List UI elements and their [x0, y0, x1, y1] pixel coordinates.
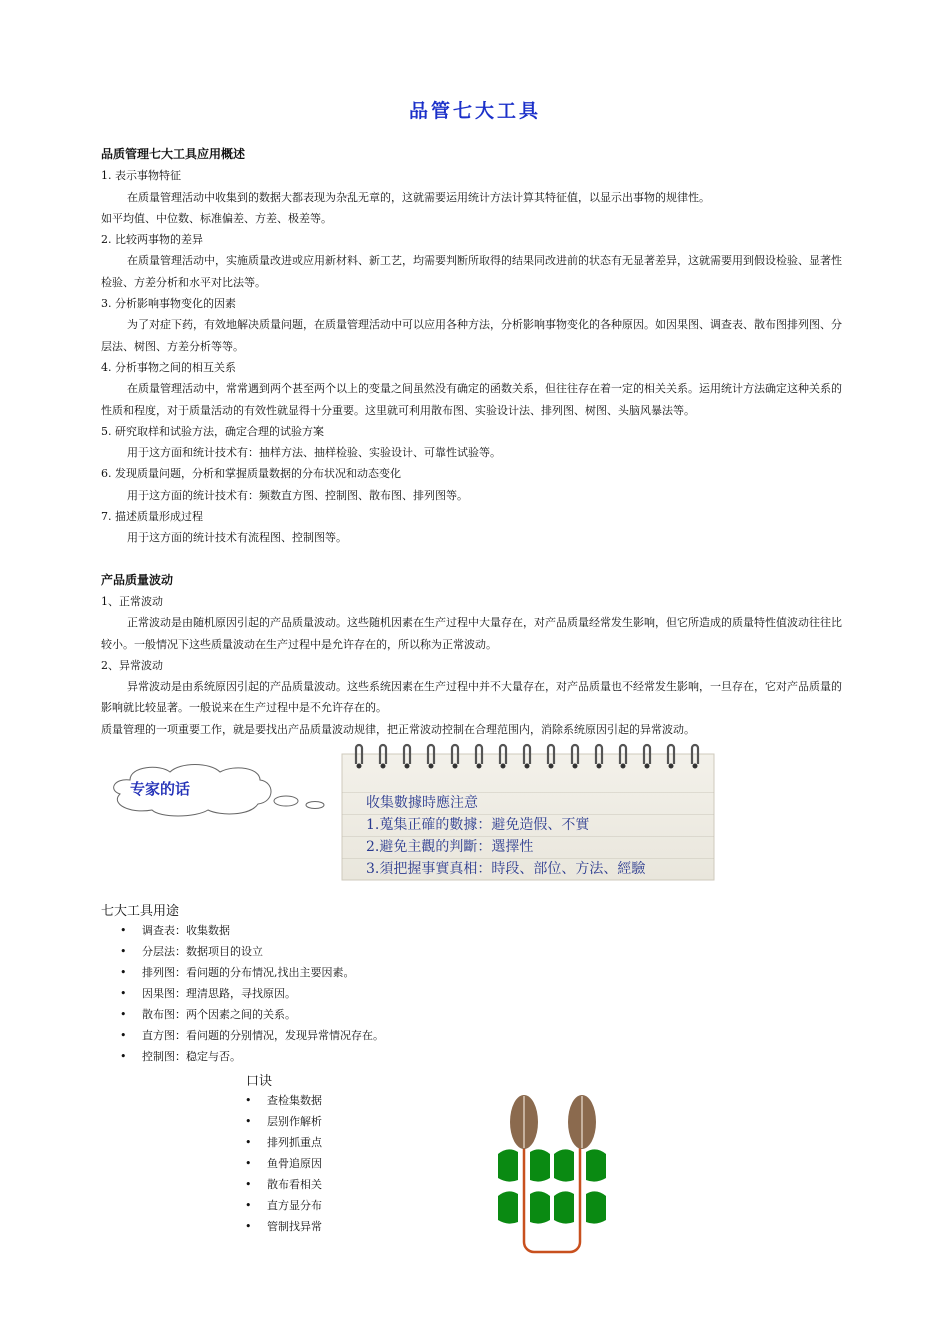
uses-title: 七大工具用途: [101, 904, 180, 919]
fluctuation-summary: 质量管理的一项重要工作，就是要找出产品质量波动规律，把正常波动控制在合理范围内，消除系统原因引起的异常波动。: [101, 722, 695, 736]
list-item: • 散布图：两个因素之间的关系。: [120, 1004, 384, 1025]
bullet-icon: •: [245, 1220, 252, 1233]
overview-item-4-text: 在质量管理活动中，常常遇到两个甚至两个以上的变量之间虽然没有确定的函数关系，但往往存在着一定的相关关系。运用统计方法确定这种关系的性质和程度，对于质量活动的有效性就显得十分重要。这里就可利用散布图、实验设计法、排列图、树图、头脑风暴法等。: [101, 382, 842, 417]
note-line-2: 2.避免主觀的判斷：選擇性: [366, 839, 534, 855]
overview-item-5-label: 5. 研究取样和试验方法，确定合理的试验方案: [101, 424, 324, 438]
main-text: [101, 144, 849, 740]
overview-item-2-label: 2. 比较两事物的差异: [101, 233, 203, 247]
note-line-3: 3.須把握事實真相：時段、部位、方法、經驗: [366, 861, 646, 877]
bullet-icon: •: [120, 1029, 127, 1042]
list-item: • 排列抓重点: [245, 1132, 322, 1153]
fluctuation-item-2-label: 2、异常波动: [101, 658, 163, 672]
note-line-1: 1.蒐集正確的數據：避免造假、不實: [366, 817, 590, 833]
uses-list: [120, 920, 384, 1067]
overview-item-1-text: 在质量管理活动中收集到的数据大都表现为杂乱无章的，这就需要运用统计方法计算其特征值，以显示出事物的规律性。: [127, 190, 710, 204]
list-item: • 散布看相关: [245, 1174, 322, 1195]
notebook-text: [366, 792, 645, 880]
overview-item-4-label: 4. 分析事物之间的相互关系: [101, 360, 236, 374]
overview-item-3-text: 为了对症下药，有效地解决质量问题，在质量管理活动中可以应用各种方法，分析影响事物变化的各种原因。如因果图、调查表、散布图排列图、分层法、树图、方差分析等等。: [101, 318, 842, 353]
bullet-icon: •: [120, 945, 127, 958]
overview-item-7-label: 7. 描述质量形成过程: [101, 510, 203, 524]
plant-illustration-icon: [494, 1092, 610, 1254]
overview-item-1-label: 1. 表示事物特征: [101, 169, 181, 183]
bullet-icon: •: [120, 1050, 127, 1063]
bullet-icon: •: [245, 1178, 252, 1191]
rhyme-list: [245, 1090, 322, 1237]
list-item: • 直方显分布: [245, 1195, 322, 1216]
list-item: • 查检集数据: [245, 1090, 322, 1111]
bullet-icon: •: [120, 924, 127, 937]
note-line-heading: 收集數據時應注意: [366, 795, 478, 811]
fluctuation-heading: 产品质量波动: [101, 572, 174, 587]
list-item: • 控制图：稳定与否。: [120, 1046, 384, 1067]
bullet-icon: •: [120, 987, 127, 1000]
overview-item-6-text: 用于这方面的统计技术有：频数直方图、控制图、散布图、排列图等。: [127, 488, 468, 502]
bullet-icon: •: [245, 1094, 252, 1107]
bullet-icon: •: [120, 1008, 127, 1021]
overview-item-5-text: 用于这方面和统计技术有：抽样方法、抽样检验、实验设计、可靠性试验等。: [127, 446, 501, 460]
overview-item-1-extra: 如平均值、中位数、标准偏差、方差、极差等。: [101, 211, 332, 225]
list-item: • 分层法：数据项目的设立: [120, 941, 384, 962]
list-item: • 管制找异常: [245, 1216, 322, 1237]
list-item: • 层别作解析: [245, 1111, 322, 1132]
list-item: • 因果图：理清思路，寻找原因。: [120, 983, 384, 1004]
overview-item-6-label: 6. 发现质量问题，分析和掌握质量数据的分布状况和动态变化: [101, 467, 401, 481]
bullet-icon: •: [245, 1115, 252, 1128]
list-item: • 调查表：收集数据: [120, 920, 384, 941]
bullet-icon: •: [245, 1157, 252, 1170]
bullet-icon: •: [120, 966, 127, 979]
overview-item-7-text: 用于这方面的统计技术有流程图、控制图等。: [127, 531, 347, 545]
bullet-icon: •: [245, 1199, 252, 1212]
overview-item-2-text: 在质量管理活动中，实施质量改进或应用新材料、新工艺，均需要判断所取得的结果同改进前的状态有无显著差异，这就需要用到假设检验、显著性检验、方差分析和水平对比法等。: [101, 254, 842, 289]
overview-item-3-label: 3. 分析影响事物变化的因素: [101, 297, 236, 311]
expert-label: 专家的话: [130, 780, 191, 798]
fluctuation-item-1-label: 1、正常波动: [101, 594, 163, 608]
list-item: • 排列图：看问题的分布情况,找出主要因素。: [120, 962, 384, 983]
bullet-icon: •: [245, 1136, 252, 1149]
list-item: • 鱼骨追原因: [245, 1153, 322, 1174]
fluctuation-item-2-text: 异常波动是由系统原因引起的产品质量波动。这些系统因素在生产过程中并不大量存在，对产品质量也不经常发生影响，一旦存在，它对产品质量的影响就比较显著。一般说来在生产过程中是不允许存在的。: [101, 680, 842, 715]
list-item: • 直方图：看问题的分别情况，发现异常情况存在。: [120, 1025, 384, 1046]
fluctuation-item-1-text: 正常波动是由随机原因引起的产品质量波动。这些随机因素在生产过程中大量存在，对产品质量经常发生影响，但它所造成的质量特性值波动往往比较小。一般情况下这些质量波动在生产过程中是允许存在的，所以称为正常波动。: [101, 616, 842, 651]
rhyme-title: 口诀: [246, 1074, 273, 1089]
page-title: 品管七大工具: [408, 100, 541, 122]
overview-heading: 品质管理七大工具应用概述: [101, 147, 246, 161]
